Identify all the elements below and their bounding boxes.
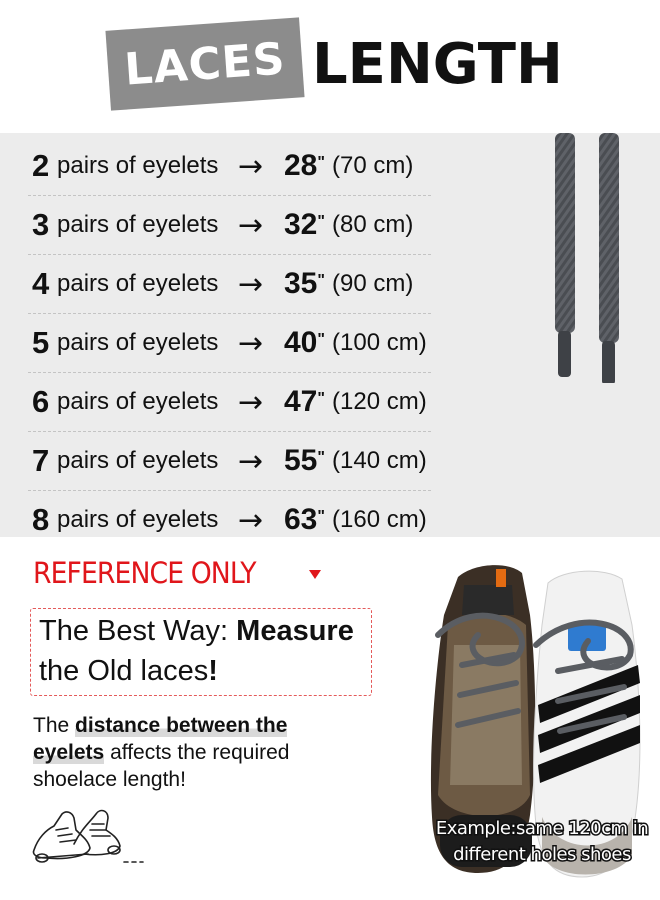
- table-row: [0, 196, 440, 254]
- pairs-label: pairs of eyelets: [57, 506, 219, 533]
- table-row: [0, 373, 440, 431]
- shoelace-pair-icon: [540, 133, 630, 383]
- arrow-right-icon: →: [238, 443, 264, 479]
- length-inches: 47": [284, 385, 325, 418]
- length-cm: (70 cm): [332, 152, 414, 179]
- arrow-right-icon: →: [238, 384, 264, 420]
- arrow-right-icon: →: [238, 325, 264, 361]
- pairs-label: pairs of eyelets: [57, 152, 219, 179]
- page-title: LENGTH: [312, 32, 563, 97]
- best-way-line1: The Best Way: Measure: [39, 615, 354, 647]
- length-inches: 40": [284, 326, 325, 359]
- pairs-count: 8: [32, 502, 50, 537]
- pairs-count: 5: [32, 325, 50, 360]
- distance-note-line1: The distance between the: [33, 714, 288, 737]
- length-inches: 28": [284, 149, 325, 182]
- laces-tag: [105, 17, 304, 110]
- length-table: [0, 133, 660, 537]
- best-way-line2: the Old laces!: [39, 655, 218, 687]
- pairs-label: pairs of eyelets: [57, 270, 219, 297]
- pairs-count: 7: [32, 443, 50, 478]
- length-cm: (120 cm): [332, 388, 427, 415]
- length-cm: (80 cm): [332, 211, 414, 238]
- pairs-count: 4: [32, 266, 50, 301]
- pairs-label: pairs of eyelets: [57, 329, 219, 356]
- header: [0, 0, 660, 133]
- table-row: [0, 432, 440, 490]
- arrow-right-icon: →: [238, 148, 264, 184]
- table-row: [0, 314, 440, 372]
- triangle-down-icon: [309, 570, 321, 579]
- pairs-label: pairs of eyelets: [57, 211, 219, 238]
- pairs-count: 3: [32, 207, 50, 242]
- pairs-count: 6: [32, 384, 50, 419]
- length-inches: 55": [284, 444, 325, 477]
- length-cm: (90 cm): [332, 270, 414, 297]
- table-row: [0, 255, 440, 313]
- length-cm: (140 cm): [332, 447, 427, 474]
- laces-tag-text: LACES: [122, 32, 288, 96]
- length-cm: (100 cm): [332, 329, 427, 356]
- reference-title: REFERENCE ONLY: [33, 556, 256, 590]
- photo-caption-line1: Example:same 120cm in: [435, 818, 649, 839]
- arrow-right-icon: →: [238, 502, 264, 538]
- pairs-label: pairs of eyelets: [57, 388, 219, 415]
- table-row: [0, 491, 440, 549]
- sneaker-sketch-icon: [28, 800, 144, 868]
- arrow-right-icon: →: [238, 266, 264, 302]
- pairs-label: pairs of eyelets: [57, 447, 219, 474]
- length-cm: (160 cm): [332, 506, 427, 533]
- table-row: [0, 137, 440, 195]
- length-inches: 32": [284, 208, 325, 241]
- arrow-right-icon: →: [238, 207, 264, 243]
- distance-note-line2: eyelets affects the required: [33, 741, 290, 764]
- photo-caption-line2: different holes shoes: [453, 844, 631, 865]
- length-inches: 63": [284, 503, 325, 536]
- distance-note-line3: shoelace length!: [33, 768, 186, 791]
- length-inches: 35": [284, 267, 325, 300]
- pairs-count: 2: [32, 148, 50, 183]
